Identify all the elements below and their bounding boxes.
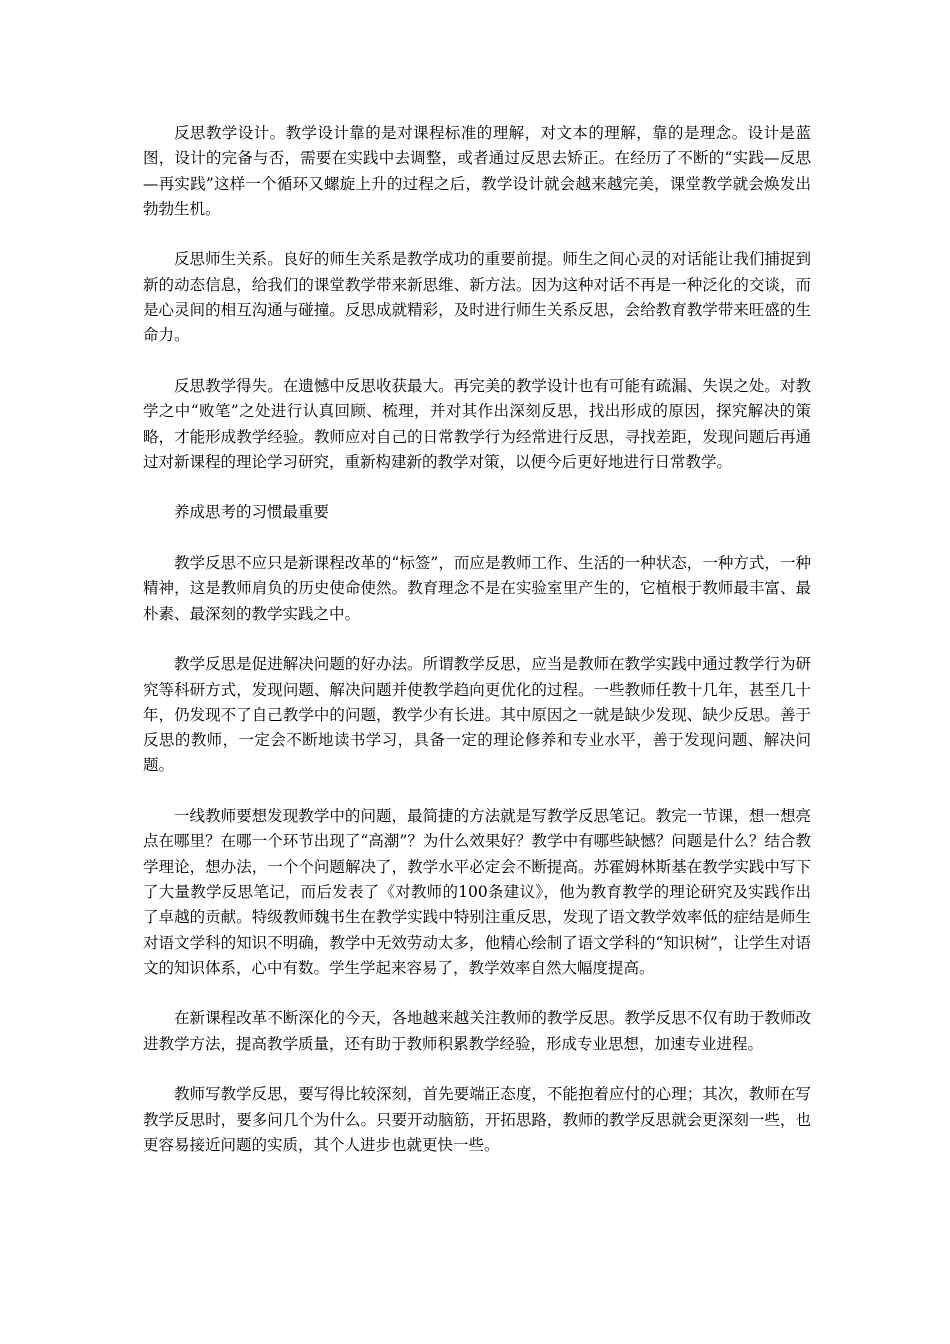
paragraph-reflect-relationship: 反思师生关系。良好的师生关系是教学成功的重要前提。师生之间心灵的对话能让我们捕捉到新的动态信息，给我们的课堂教学带来新思维、新方法。因为这种对话不再是一种泛化的交谈，而是心灵间的相互沟通与碰撞。反思成就精彩，及时进行师生关系反思，会给教育教学带来旺盛的生命力。 [143, 250, 811, 345]
paragraph-reflect-design: 反思教学设计。教学设计靠的是对课程标准的理解，对文本的理解，靠的是理念。设计是蓝图，设计的完备与否，需要在实践中去调整，或者通过反思去矫正。在经历了不断的“实践—反思—再实践”这样一个循环又螺旋上升的过程之后，教学设计就会越来越完美，课堂教学就会焕发出勃勃生机。 [143, 124, 811, 218]
paragraph-solving-problems: 教学反思是促进解决问题的好办法。所谓教学反思，应当是教师在教学实践中通过教学行为研究等科研方式，发现问题、解决问题并使教学趋向更优化的过程。一些教师任教十几年，甚至几十年，仍发现不了自己教学中的问题，教学少有长进。其中原因之一就是缺少发现、缺少反思。善于反思的教师，一定会不断地读书学习，具备一定的理论修养和专业水平，善于发现问题、解决问题。 [143, 655, 811, 775]
paragraph-reflect-gains-losses: 反思教学得失。在遗憾中反思收获最大。再完美的教学设计也有可能有疏漏、失误之处。对教学之中“败笔”之处进行认真回顾、梳理，并对其作出深刻反思，找出形成的原因，探究解决的策略，才能形成教学经验。教师应对自己的日常教学行为经常进行反思，寻找差距，发现问题后再通过对新课程的理论学习研究，重新构建新的教学对策，以便今后更好地进行日常教学。 [143, 376, 811, 471]
section-heading: 养成思考的习惯最重要 [174, 503, 330, 522]
document-body [143, 121, 811, 1183]
paragraph-not-just-label: 教学反思不应只是新课程改革的“标签”，而应是教师工作、生活的一种状态，一种方式，一种精神，这是教师肩负的历史使命使然。教育理念不是在实验室里产生的，它植根于教师最丰富、最朴素、最深刻的教学实践之中。 [143, 554, 811, 623]
paragraph-writing-deeply: 教师写教学反思，要写得比较深刻，首先要端正态度，不能抱着应付的心理；其次，教师在写教学反思时，要多问几个为什么。只要开动脑筋，开拓思路，教师的教学反思就会更深刻一些，也更容易接近问题的实质，其个人进步也就更快一些。 [143, 1085, 811, 1154]
paragraph-curriculum-reform: 在新课程改革不断深化的今天，各地越来越关注教师的教学反思。教学反思不仅有助于教师改进教学方法，提高教学质量，还有助于教师积累教学经验，形成专业思想，加速专业进程。 [143, 1009, 811, 1053]
paragraph-reflection-notes: 一线教师要想发现教学中的问题，最简捷的方法就是写教学反思笔记。教完一节课，想一想亮点在哪里？在哪一个环节出现了“高潮”？为什么效果好？教学中有哪些缺憾？问题是什么？结合教学理论，想办法，一个个问题解决了，教学水平必定会不断提高。苏霍姆林斯基在教学实践中写下了大量教学反思笔记，而后发表了《对教师的100条建议》，他为教育教学的理论研究及实践作出了卓越的贡献。特级教师魏书生在教学实践中特别注重反思，发现了语文教学效率低的症结是师生对语文学科的知识不明确，教学中无效劳动太多，他精心绘制了语文学科的“知识树”，让学生对语文的知识体系，心中有数。学生学起来容易了，教学效率自然大幅度提高。 [143, 807, 811, 977]
